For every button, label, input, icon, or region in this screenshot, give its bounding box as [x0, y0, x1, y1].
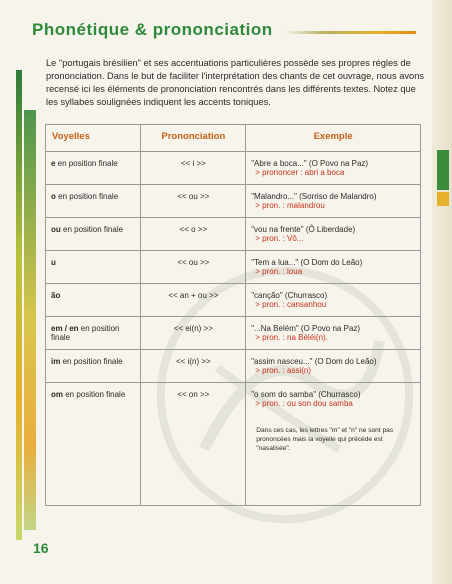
page-number: 16 — [33, 540, 49, 556]
exemple-quote: "Abre a boca..." (O Povo na Paz) — [251, 159, 369, 168]
voyelle-bold: im — [51, 357, 61, 366]
exemple-cell — [246, 185, 421, 218]
table-row — [46, 218, 421, 251]
table-row — [46, 185, 421, 218]
voyelle-bold: om — [51, 390, 63, 399]
voyelle-bold: o — [51, 192, 56, 201]
header-exemple: Exemple — [246, 125, 421, 152]
voyelle-cell — [46, 284, 141, 317]
voyelle-rest: en position finale — [55, 192, 119, 201]
pronunciation-table — [45, 124, 421, 506]
voyelle-cell — [46, 350, 141, 383]
exemple-quote: "Malandro..." (Sorriso de Malandro) — [251, 192, 377, 201]
exemple-cell — [246, 218, 421, 251]
table-row — [46, 251, 421, 284]
voyelle-cell — [46, 218, 141, 251]
voyelle-cell — [46, 383, 141, 506]
prononciation-cell: << i >> — [141, 152, 246, 185]
voyelle-cell — [46, 152, 141, 185]
voyelle-bold: e — [51, 159, 56, 168]
intro-paragraph: Le "portugais brésilien" et ses accentuations particulières possède ses propres régles de prononciation. Dans le but de faciliter l'interprétation des chants de cet ouvrage, nous avons recensé ici les éléments de prononciation rencontrés dans les différents textes. Notez que les syllabes soulignées indiquent les accents toniques. — [46, 58, 425, 107]
title-rule — [286, 31, 416, 34]
prononciation-cell: << i(n) >> — [141, 350, 246, 383]
voyelle-cell — [46, 185, 141, 218]
exemple-cell — [246, 152, 421, 185]
exemple-pron: > pron. : malandrou — [255, 201, 325, 210]
exemple-quote: "assim nasceu..." (O Dom do Leão) — [251, 357, 377, 366]
exemple-pron: > pron. : ou son dou samba — [255, 399, 353, 408]
exemple-cell — [246, 350, 421, 383]
table-row — [46, 350, 421, 383]
exemple-pron: > pron. : cansanhou — [255, 300, 327, 309]
prononciation-cell: << ou >> — [141, 185, 246, 218]
exemple-quote: "...Na Belém" (O Povo na Paz) — [251, 324, 361, 333]
exemple-pron: > pron. : na Béléi(n). — [255, 333, 328, 342]
prononciation-cell: << ei(n) >> — [141, 317, 246, 350]
header-voyelles: Voyelles — [46, 125, 141, 152]
exemple-quote: "o som do samba" (Churrasco) — [251, 390, 361, 399]
exemple-pron: > prononcer : abri a boca — [255, 168, 345, 177]
exemple-quote: "canção" (Churrasco) — [251, 291, 328, 300]
exemple-quote: "vou na frente" (Ô Liberdade) — [251, 225, 356, 234]
prononciation-cell: << an + ou >> — [141, 284, 246, 317]
left-decorative-strip — [16, 70, 42, 540]
table-row — [46, 284, 421, 317]
page-title: Phonétique & prononciation — [32, 20, 273, 39]
exemple-cell — [246, 317, 421, 350]
voyelle-rest: en position finale — [51, 324, 120, 342]
table-row — [46, 152, 421, 185]
exemple-pron: > pron. : assi(n) — [255, 366, 312, 375]
voyelle-bold: ão — [51, 291, 61, 300]
voyelle-bold: ou — [51, 225, 61, 234]
voyelle-cell — [46, 317, 141, 350]
voyelle-rest: en position finale — [63, 390, 126, 399]
prononciation-cell: << on >> — [141, 383, 246, 506]
table-row — [46, 317, 421, 350]
header-prononciation: Prononciation — [141, 125, 246, 152]
exemple-cell — [246, 251, 421, 284]
exemple-cell — [246, 383, 421, 506]
right-decorative-strip — [432, 0, 452, 584]
voyelle-rest: en position finale — [60, 357, 123, 366]
voyelle-rest: en position finale — [60, 225, 124, 234]
exemple-pron: > pron. : loua — [255, 267, 303, 276]
exemple-cell — [246, 284, 421, 317]
exemple-quote: "Tem a lua..." (O Dom do Leão) — [251, 258, 363, 267]
prononciation-cell: << ou >> — [141, 251, 246, 284]
voyelle-cell — [46, 251, 141, 284]
table-header-row — [46, 125, 421, 152]
exemple-pron: > pron. : Vô... — [255, 234, 304, 243]
nasal-note: Dans ces cas, les lettres "m" et "n" ne sont pas prononcées mais la voyelle qui précéde est "nasalisée". — [256, 427, 394, 452]
voyelle-bold: u — [51, 258, 56, 267]
voyelle-bold: em / en — [51, 324, 79, 333]
table-row — [46, 383, 421, 506]
voyelle-rest: en position finale — [55, 159, 118, 168]
prononciation-cell: << o >> — [141, 218, 246, 251]
